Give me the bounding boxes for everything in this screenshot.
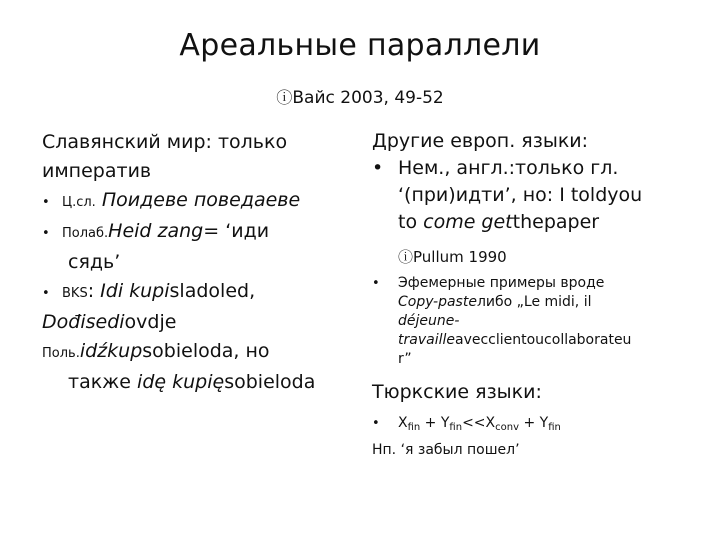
f-sub1: fin — [407, 422, 421, 433]
r-item2-line4: travaille — [398, 332, 455, 348]
pol-cont-italic: idę kupię — [137, 371, 225, 393]
pol-cont-pre: также — [68, 371, 138, 393]
bullet: • — [42, 195, 50, 210]
left-line-2: императив — [42, 160, 152, 182]
pol-cont-rest: sobieloda — [224, 371, 316, 393]
info-icon: ⓘ — [276, 88, 293, 107]
r-item2-line5: r” — [398, 351, 412, 367]
pol-italic: idź — [79, 340, 108, 362]
ref-line — [372, 246, 692, 268]
left-bullet-2 — [42, 217, 352, 248]
left-polish-cont — [42, 368, 352, 397]
formula-line — [372, 414, 692, 437]
bullet: • — [372, 416, 380, 431]
slide-subtitle — [0, 84, 720, 108]
subtitle-text: Вайс 2003, 49-52 — [292, 88, 444, 108]
item1-text: Поидеве поведаеве — [101, 189, 301, 211]
r-item1-line3-pre: to — [398, 211, 424, 233]
item2-cont: сядь’ — [68, 251, 121, 273]
item3-label: BKS — [62, 286, 88, 301]
bullet: • — [42, 226, 50, 241]
r-item1-line1: Нем., англ.:только гл. — [398, 157, 619, 179]
item3-sep: : — [87, 280, 101, 302]
right-bullet-2 — [372, 274, 692, 369]
left-bullet-1 — [42, 186, 352, 217]
turkic-heading: Тюркские языки: — [372, 381, 542, 403]
right-column — [372, 128, 692, 460]
f-x: X — [398, 415, 408, 431]
pol-kup: kup — [107, 340, 143, 362]
r-item1-line3-italic: come get — [423, 211, 513, 233]
example-line: Нп. ‘я забыл пошел’ — [372, 442, 520, 458]
r-item2-line2-rest: либо „Le midi, il — [476, 294, 592, 310]
r-item1-line3 — [372, 209, 692, 236]
item2-italic: Heid zang — [108, 220, 204, 242]
r-item1-line3-rest: thepaper — [512, 211, 600, 233]
ref-text: Pullum 1990 — [413, 248, 507, 266]
bullet: • — [372, 157, 384, 179]
f-sub4: fin — [548, 422, 561, 433]
right-bullet-1 — [372, 155, 692, 182]
left-dodji-line — [42, 308, 352, 337]
left-bullet-3 — [42, 277, 352, 308]
item3-italic: Idi kupi — [100, 280, 170, 302]
left-column — [42, 128, 352, 397]
left-line-1: Славянский мир: только — [42, 131, 288, 153]
item1-label: Ц.сл. — [62, 195, 96, 210]
r-item2-line3: déjeune- — [398, 313, 460, 329]
f-sub3: conv — [495, 422, 519, 433]
r-item1-line2: ‘(при)идти’, но: I toldyou — [398, 184, 643, 206]
item2-rest: = ‘иди — [203, 220, 270, 242]
left-polish-line — [42, 337, 352, 368]
pol-rest: sobieloda, но — [142, 340, 270, 362]
r-item2-line2-italic: Copy-paste — [398, 294, 477, 310]
dodji-sedi: sedi — [85, 311, 125, 333]
f-plus1: + Y — [420, 415, 450, 431]
r-item2-line4-rest: avecclientoucollaborateu — [454, 332, 632, 348]
slide-title: Ареальные параллели — [179, 28, 541, 63]
bullet: • — [372, 276, 380, 291]
f-lt: <<X — [462, 415, 496, 431]
f-plus2: + Y — [519, 415, 549, 431]
dodji-italic: Dođi — [42, 311, 86, 333]
dodji-tail: ovdje — [124, 311, 177, 333]
pol-label: Поль. — [42, 346, 80, 361]
f-sub2: fin — [449, 422, 463, 433]
right-line-1: Другие европ. языки: — [372, 130, 589, 152]
r-item2-line1: Эфемерные примеры вроде — [398, 275, 605, 291]
bullet: • — [42, 286, 50, 301]
item3-rest: sladoled, — [169, 280, 256, 302]
info-icon: ⓘ — [398, 248, 414, 266]
item2-label: Полаб. — [62, 226, 109, 241]
